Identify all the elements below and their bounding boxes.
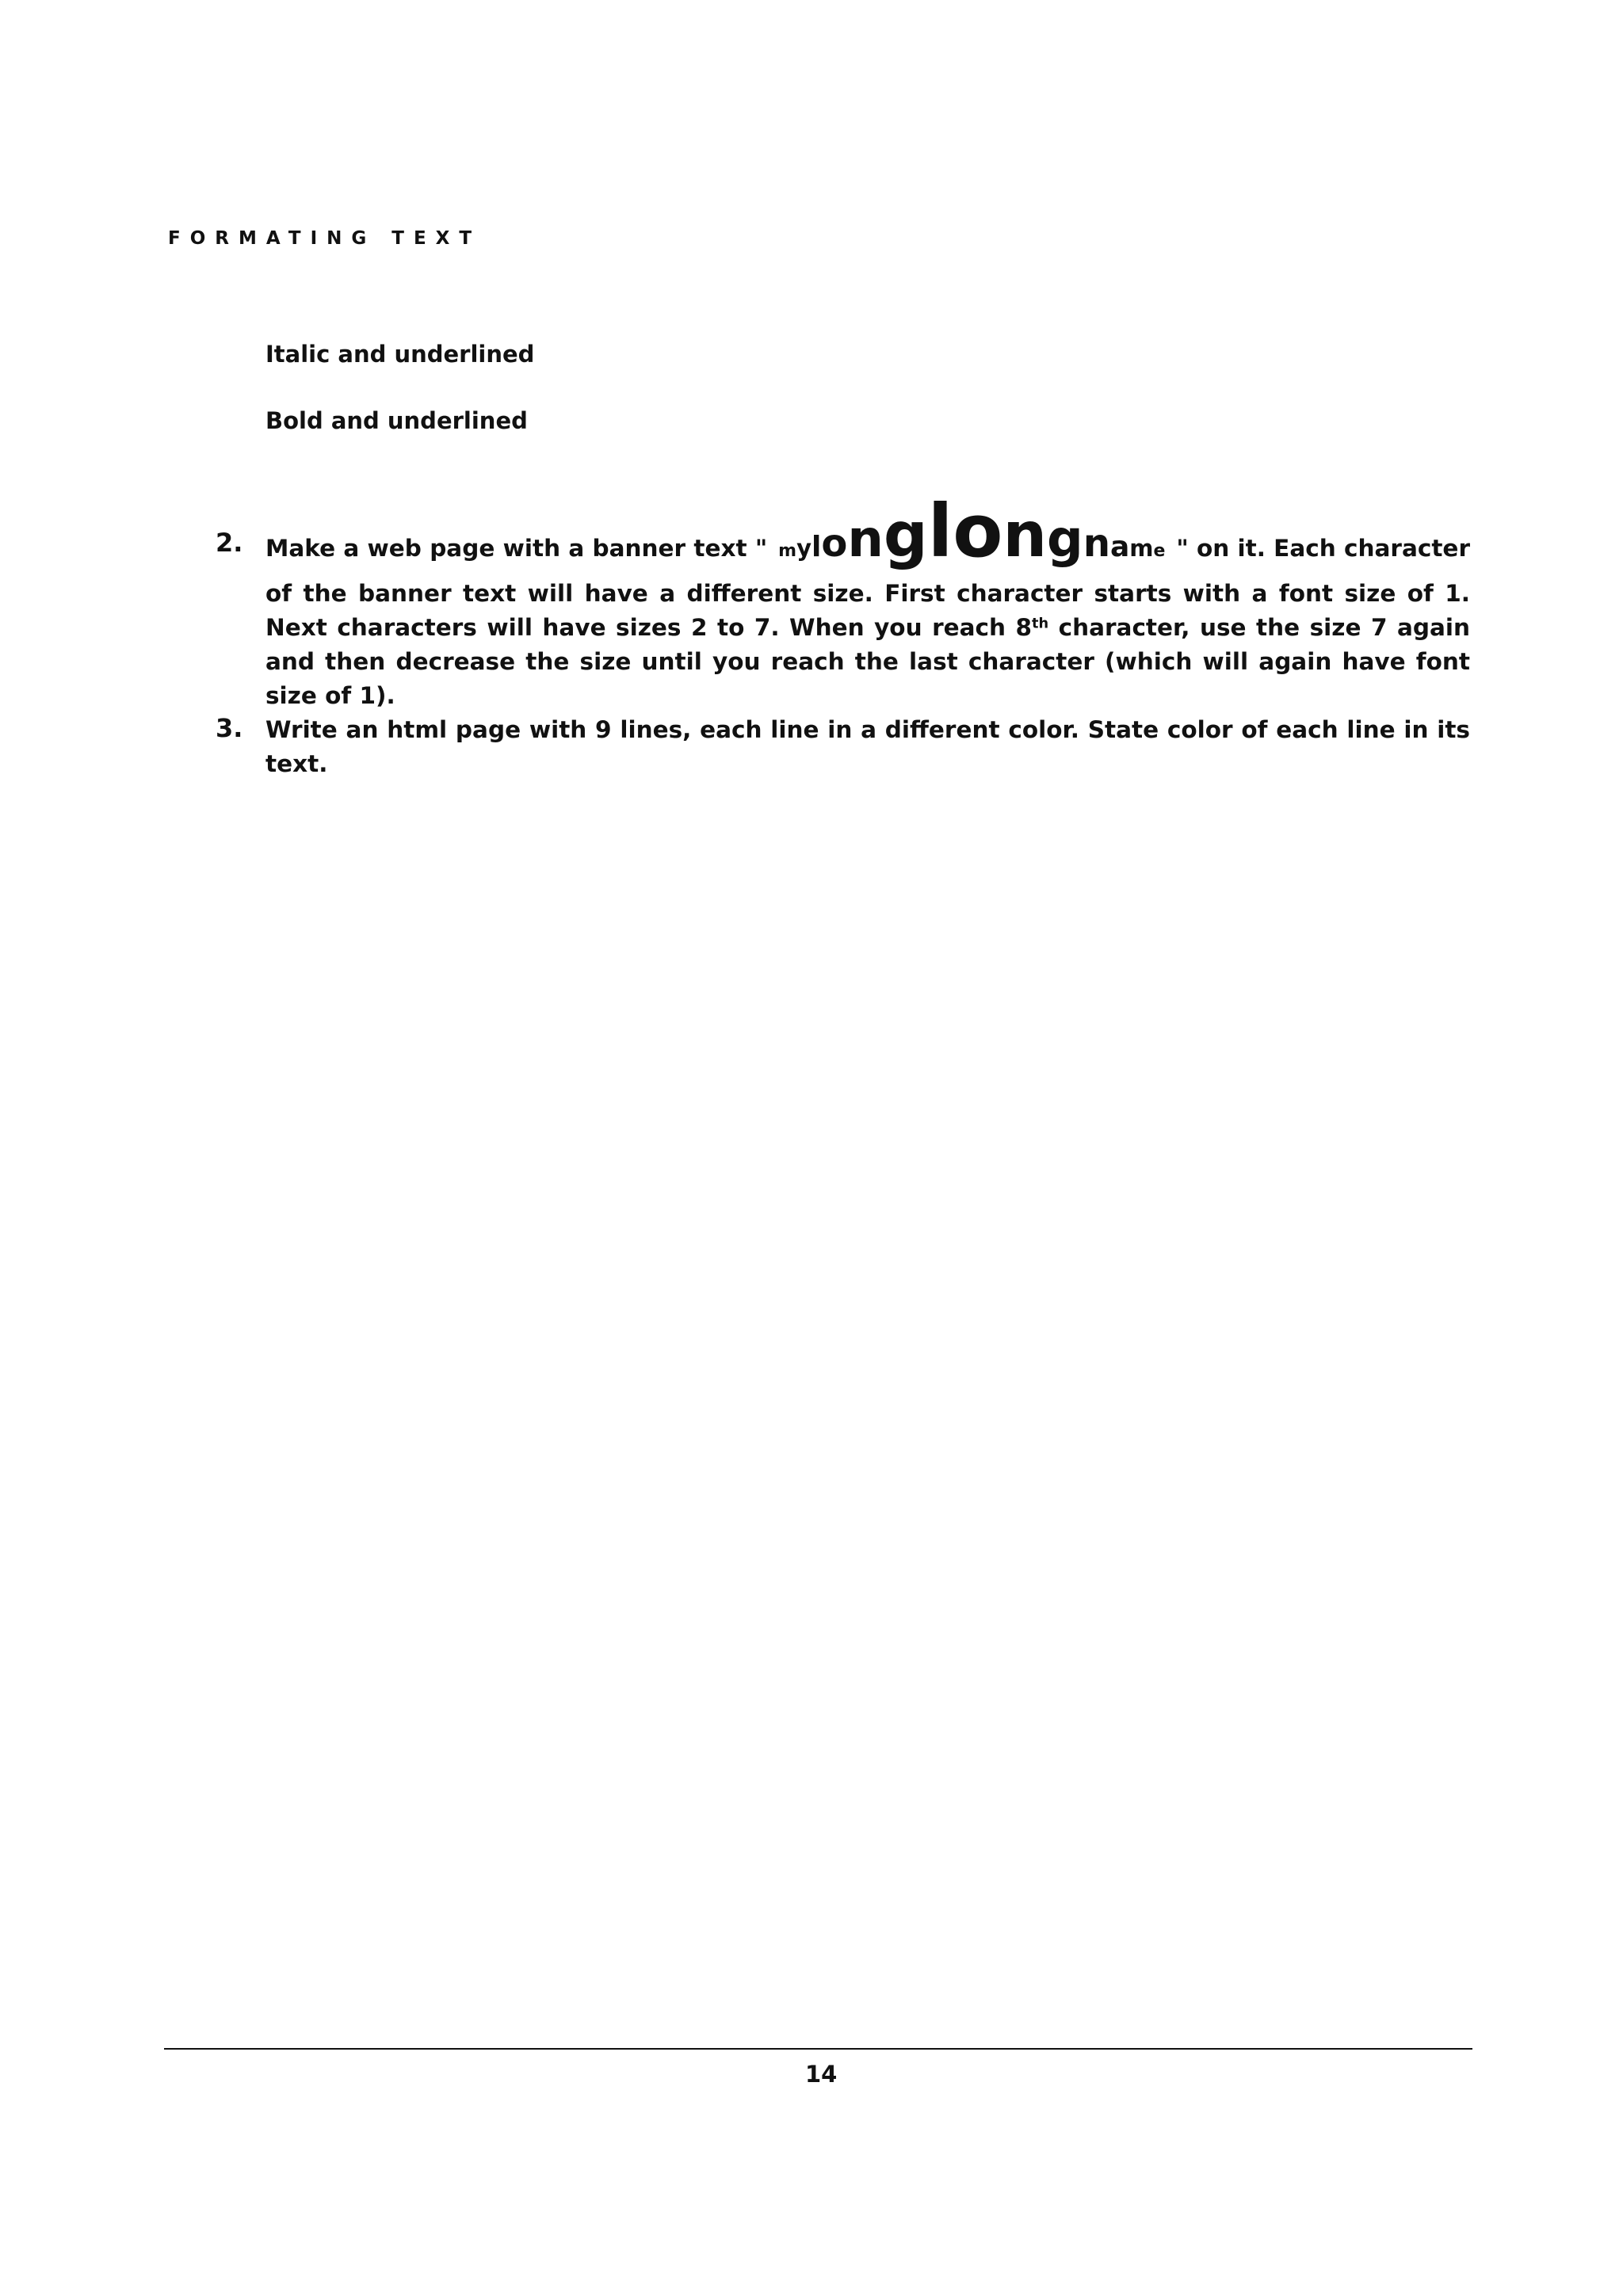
question-2-after-banner: " on it. Each character: [1176, 535, 1470, 562]
banner-char: g: [1047, 510, 1083, 569]
banner-char: a: [1110, 531, 1130, 563]
banner-char: g: [883, 500, 928, 571]
question-2-first-line: [265, 489, 1470, 574]
page-number: 14: [805, 2061, 838, 2088]
question-2-body-text: of the banner text will have a different size. First character starts with a font size of 1. Next characters will have sizes 2 to 7. When you reach 8: [265, 580, 1470, 641]
footer-rule: [164, 2048, 1472, 2050]
banner-char: l: [927, 489, 953, 574]
question-3-text: Write an html page with 9 lines, each line in a different color. State color of each line in its text.: [265, 716, 1470, 777]
question-number-2: 2.: [216, 528, 243, 558]
banner-char: l: [811, 531, 822, 563]
banner-char: y: [796, 535, 812, 562]
banner-char: o: [821, 521, 848, 566]
banner-char: n: [847, 510, 884, 569]
banner-char: m: [1129, 535, 1154, 562]
banner-text: [778, 489, 1166, 574]
example-italic-underlined: Italic and underlined: [265, 341, 535, 368]
question-2-intro: Make a web page with a banner text ": [265, 535, 768, 562]
question-number-3: 3.: [216, 713, 243, 743]
running-header: FORMATING TEXT: [168, 228, 482, 249]
example-bold-underlined: Bold and underlined: [265, 407, 528, 434]
question-2-body: [265, 577, 1470, 713]
ordinal-suffix: th: [1032, 616, 1049, 632]
question-2-body-text-continued: character, use the size 7 again and then decrease the size until you reach the last character (which will again have font size of 1).: [265, 614, 1470, 709]
banner-char: e: [1153, 541, 1166, 561]
banner-char: n: [1002, 500, 1048, 571]
banner-char: m: [778, 541, 797, 561]
banner-char: n: [1083, 521, 1110, 566]
banner-char: o: [953, 489, 1003, 574]
